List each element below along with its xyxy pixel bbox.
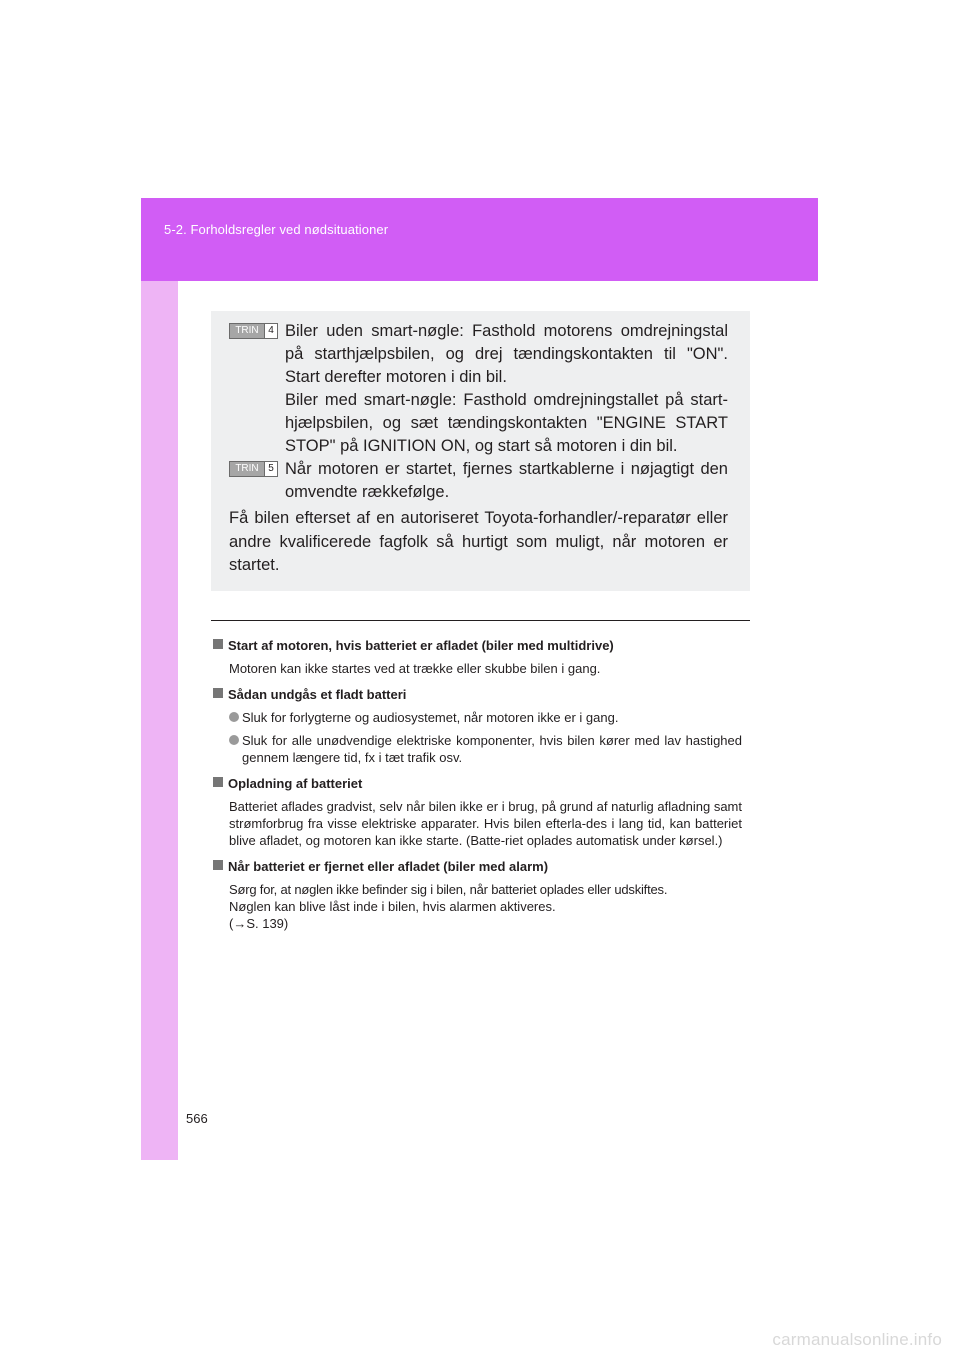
- note-heading-text: Sådan undgås et fladt batteri: [228, 687, 407, 702]
- square-bullet-icon: [213, 688, 223, 698]
- note-battery-removed-alarm: [211, 858, 742, 932]
- note-heading-text: Når batteriet er fjernet eller afladet (biler med alarm): [228, 859, 549, 874]
- notes-section: [211, 637, 742, 941]
- side-color-band: [141, 198, 178, 1160]
- note-line: Nøglen kan blive låst inde i bilen, hvis alarmen aktiveres.: [229, 899, 556, 914]
- section-header: [141, 198, 818, 281]
- note-heading: [211, 637, 742, 654]
- note-heading-text: Opladning af batteriet: [228, 776, 363, 791]
- step-5-paragraph-1: Når motoren er startet, fjernes startkablerne i nøjagtigt den omvendte rækkefølge.: [285, 460, 728, 501]
- step-5-label: [229, 461, 278, 477]
- note-avoid-flat-battery: [211, 686, 742, 766]
- step-label-number: 5: [264, 462, 277, 476]
- watermark: carmanualsonline.info: [772, 1330, 942, 1349]
- note-text: Batteriet aflades gradvist, selv når bilen ikke er i brug, på grund af naturlig afladning samt strømforbrug fra visse elektriske apparater. Hvis bilen efterla-des i lang tid, kan batteriet blive afladet, og motoren kan ikke starte. (Batte-riet oplades automatisk under kørsel.): [229, 799, 742, 848]
- note-text: Motoren kan ikke startes ved at trække eller skubbe bilen i gang.: [229, 661, 601, 676]
- note-heading: [211, 775, 742, 792]
- note-bullet: [229, 709, 742, 726]
- circle-bullet-icon: [229, 735, 239, 745]
- square-bullet-icon: [213, 639, 223, 649]
- step-5: [229, 458, 728, 504]
- square-bullet-icon: [213, 860, 223, 870]
- note-bullet-text: Sluk for alle unødvendige elektriske komponenter, hvis bilen kører med lav hastighed gennem længere tid, fx i tæt trafik osv.: [242, 733, 742, 765]
- step-4-body: [285, 320, 728, 458]
- step-4-paragraph-1: Biler uden smart-nøgle: Fasthold motorens omdrejningstal på starthjælpsbilen, og drej tændingskontakten til "ON". Start derefter motoren i din bil.: [285, 322, 728, 386]
- step-label-word: TRIN: [230, 324, 264, 338]
- step-label-number: 4: [264, 324, 277, 338]
- step-4: [229, 320, 728, 458]
- note-heading-text: Start af motoren, hvis batteriet er afladet (biler med multidrive): [228, 638, 614, 653]
- divider-rule: [211, 620, 750, 621]
- note-battery-charging: [211, 775, 742, 849]
- page-reference-link[interactable]: (→S. 139): [229, 916, 289, 931]
- square-bullet-icon: [213, 777, 223, 787]
- note-multidrive: [211, 637, 742, 677]
- step-4-paragraph-2: Biler med smart-nøgle: Fasthold omdrejningstallet på start-hjælpsbilen, og sæt tændingskontakten "ENGINE START STOP" på IGNITION ON, og start så motoren i din bil.: [285, 391, 728, 455]
- procedure-box: [211, 311, 750, 591]
- note-line: Sørg for, at nøglen ikke befinder sig i bilen, når batteriet oplades eller udskiftes.: [229, 882, 668, 897]
- page-number: 566: [186, 1111, 208, 1126]
- circle-bullet-icon: [229, 712, 239, 722]
- note-bullet: [229, 732, 742, 766]
- note-bullet-text: Sluk for forlygterne og audiosystemet, når motoren ikke er i gang.: [242, 710, 619, 725]
- step-5-body: [285, 458, 728, 504]
- section-title: 5-2. Forholdsregler ved nødsituationer: [164, 222, 389, 237]
- note-heading: [211, 686, 742, 703]
- note-heading: [211, 858, 742, 875]
- service-note: Få bilen efterset af en autoriseret Toyota-forhandler/-reparatør eller andre kvalificerede fagfolk så hurtigt som muligt, når motoren er startet.: [229, 509, 728, 574]
- step-4-label: [229, 323, 278, 339]
- step-label-word: TRIN: [230, 462, 264, 476]
